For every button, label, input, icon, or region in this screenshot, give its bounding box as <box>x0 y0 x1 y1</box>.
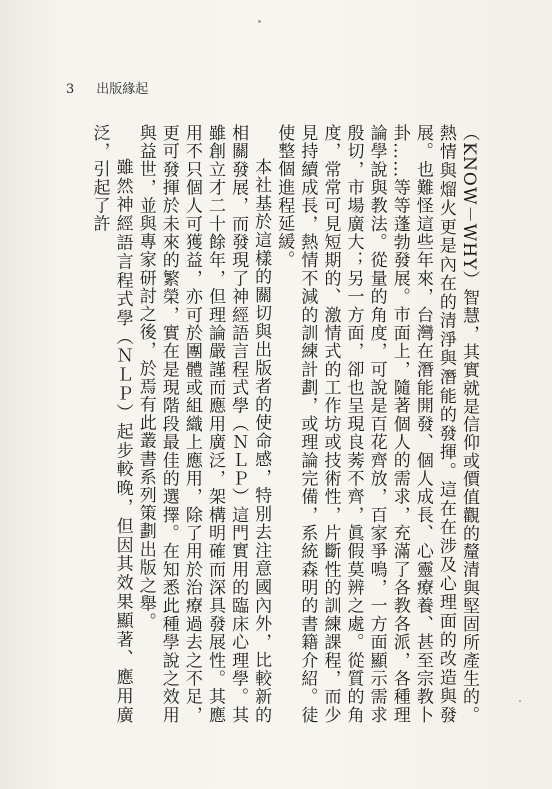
paper-speck <box>258 20 261 23</box>
paper-speck <box>519 700 521 702</box>
paragraph: （KNOW－WHY）智慧，其實就是信仰或價值觀的釐清與堅固所產生的。熱情與熘火更是內在的清淨與潛能的發揮。這在在涉及心理面的改造與發展。也難怪這些年來，台灣在潛能開發、個人成長、心靈療養、甚至宗教卜卦……等等蓬勃發展。市面上，隨著個人的需求，充滿了各教各派，各種理論學說與教法。從量的角度，可說是百花齊放，百家爭鳴，一方面顯示需求殷切，市場廣大；另一方面，卻也呈現良莠不齊，眞假莫辨之處。從質的角度，常常可見短期的、激情式的工作坊或技術性，片斷性的訓練課程，而少見持續成長，熱情不減的訓練計劃，或理論完備，系統森明的書籍介紹。徒使整個進程延緩。 <box>274 124 479 724</box>
vertical-body-text <box>76 124 480 724</box>
running-header <box>66 78 148 97</box>
page-number: 3 <box>66 82 75 97</box>
paragraph: 本社基於這樣的關切與出版者的使命感，特別去注意國內外，比較新的相關發展，而發現了神經語言程式學（ＮＬＰ）這門實用的臨床心理學。其雖創立才二十餘年，但理論嚴謹而應用廣泛，架構明確而深具發展性。其應用不只個人可獲益，亦可於團體或組織上應用，除了用於治療過去之不足，更可發揮於未來的繁榮，實在是現階段最佳的選擇。在知悉此種學說之效用與益世，並與專家研討之後，於焉有此叢書系列策劃出版之舉。 <box>135 124 272 724</box>
paragraph: 雖然神經語言程式學（ＮＬＰ）起步較晚，但因其效果顯著、應用廣泛，引起了許 <box>89 124 133 724</box>
chapter-title: 出版緣起 <box>96 82 149 97</box>
